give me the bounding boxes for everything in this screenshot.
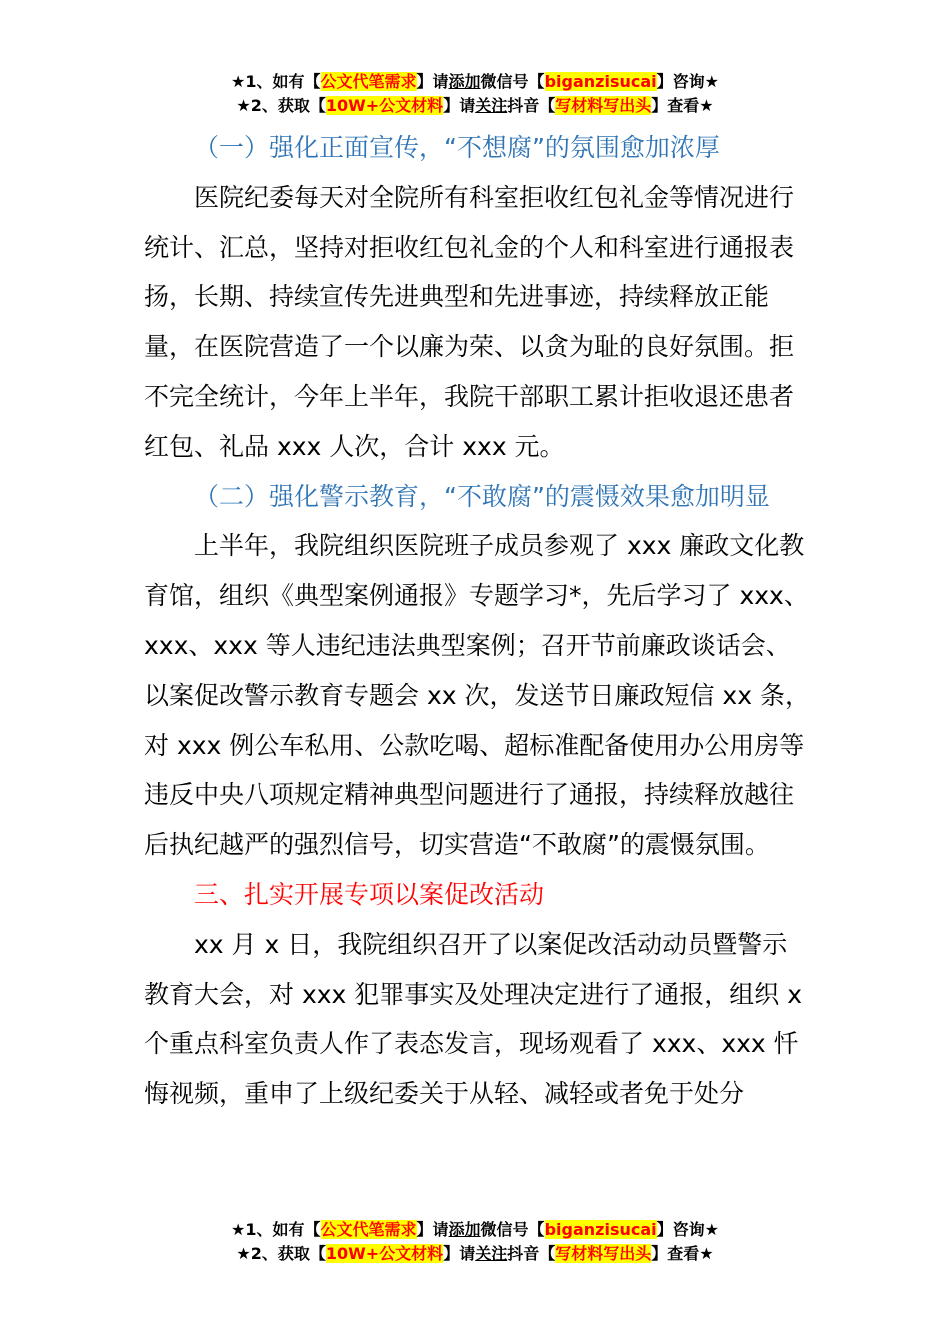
- highlight-service: 公文代笔需求: [320, 1220, 417, 1239]
- highlight-wechat-id: biganzisucai: [544, 72, 657, 91]
- section-heading-3: 三、扎实开展专项以案促改活动: [194, 879, 545, 909]
- banner-text: 】请: [416, 1220, 449, 1239]
- banner-text: 微信号【: [480, 72, 545, 91]
- banner-line-2: [0, 1242, 950, 1266]
- highlight-materials: 10W+公文材料: [325, 1244, 444, 1263]
- banner-text: ★1、如有【: [231, 72, 321, 91]
- paragraph-1: 医院纪委每天对全院所有科室拒收红包礼金等情况进行统计、汇总，坚持对拒收红包礼金的个人和科室进行通报表扬，长期、持续宣传先进典型和先进事迹，持续释放正能量，在医院营造了一个以廉为荣、以贪为耻的良好氛围。拒不完全统计，今年上半年，我院干部职工累计拒收退还患者红包、礼品 xxx 人次，合计 xxx 元。: [144, 182, 795, 461]
- banner-line-1: [0, 1218, 950, 1242]
- banner-text: 】请: [416, 72, 449, 91]
- banner-text: ★2、获取【: [236, 96, 326, 115]
- paragraph-3: xx 月 x 日，我院组织召开了以案促改活动动员暨警示教育大会，对 xxx 犯罪事实及处理决定进行了通报，组织 x 个重点科室负责人作了表态发言，现场观看了 xxx、xxx 忏悔视频，重申了上级纪委关于从轻、减轻或者免于处分: [144, 929, 803, 1109]
- banner-text: 抖音【: [507, 1244, 556, 1263]
- banner-text: 】请: [443, 96, 476, 115]
- document-body: [144, 123, 810, 1119]
- underline-add: 添加: [448, 72, 481, 91]
- banner-text: 】查看★: [651, 96, 714, 115]
- highlight-douyin-id: 写材料写出头: [555, 96, 652, 115]
- banner-text: 】请: [443, 1244, 476, 1263]
- banner-text: ★2、获取【: [236, 1244, 326, 1263]
- banner-line-1: [0, 70, 950, 94]
- footer-banner: [0, 1218, 950, 1266]
- section-heading-2: （二）强化警示教育，“不敢腐”的震慑效果愈加明显: [194, 481, 770, 511]
- banner-text: 】咨询★: [656, 72, 719, 91]
- underline-follow: 关注: [475, 1244, 508, 1263]
- banner-line-2: [0, 94, 950, 118]
- highlight-materials: 10W+公文材料: [325, 96, 444, 115]
- paragraph-2: 上半年，我院组织医院班子成员参观了 xxx 廉政文化教育馆，组织《典型案例通报》专题学习*，先后学习了 xxx、xxx、xxx 等人违纪违法典型案例；召开节前廉政谈话会、以案促改警示教育专题会 xx 次，发送节日廉政短信 xx 条，对 xxx 例公车私用、公款吃喝、超标准配备使用办公用房等违反中央八项规定精神典型问题进行了通报，持续释放越往后执纪越严的强烈信号，切实营造“不敢腐”的震慑氛围。: [144, 531, 810, 860]
- banner-text: 抖音【: [507, 96, 556, 115]
- highlight-service: 公文代笔需求: [320, 72, 417, 91]
- banner-text: ★1、如有【: [231, 1220, 321, 1239]
- highlight-wechat-id: biganzisucai: [544, 1220, 657, 1239]
- banner-text: 】咨询★: [656, 1220, 719, 1239]
- underline-follow: 关注: [475, 96, 508, 115]
- banner-text: 微信号【: [480, 1220, 545, 1239]
- underline-add: 添加: [448, 1220, 481, 1239]
- section-heading-1: （一）强化正面宣传，“不想腐”的氛围愈加浓厚: [194, 133, 720, 162]
- header-banner: [0, 70, 950, 118]
- highlight-douyin-id: 写材料写出头: [555, 1244, 652, 1263]
- banner-text: 】查看★: [651, 1244, 714, 1263]
